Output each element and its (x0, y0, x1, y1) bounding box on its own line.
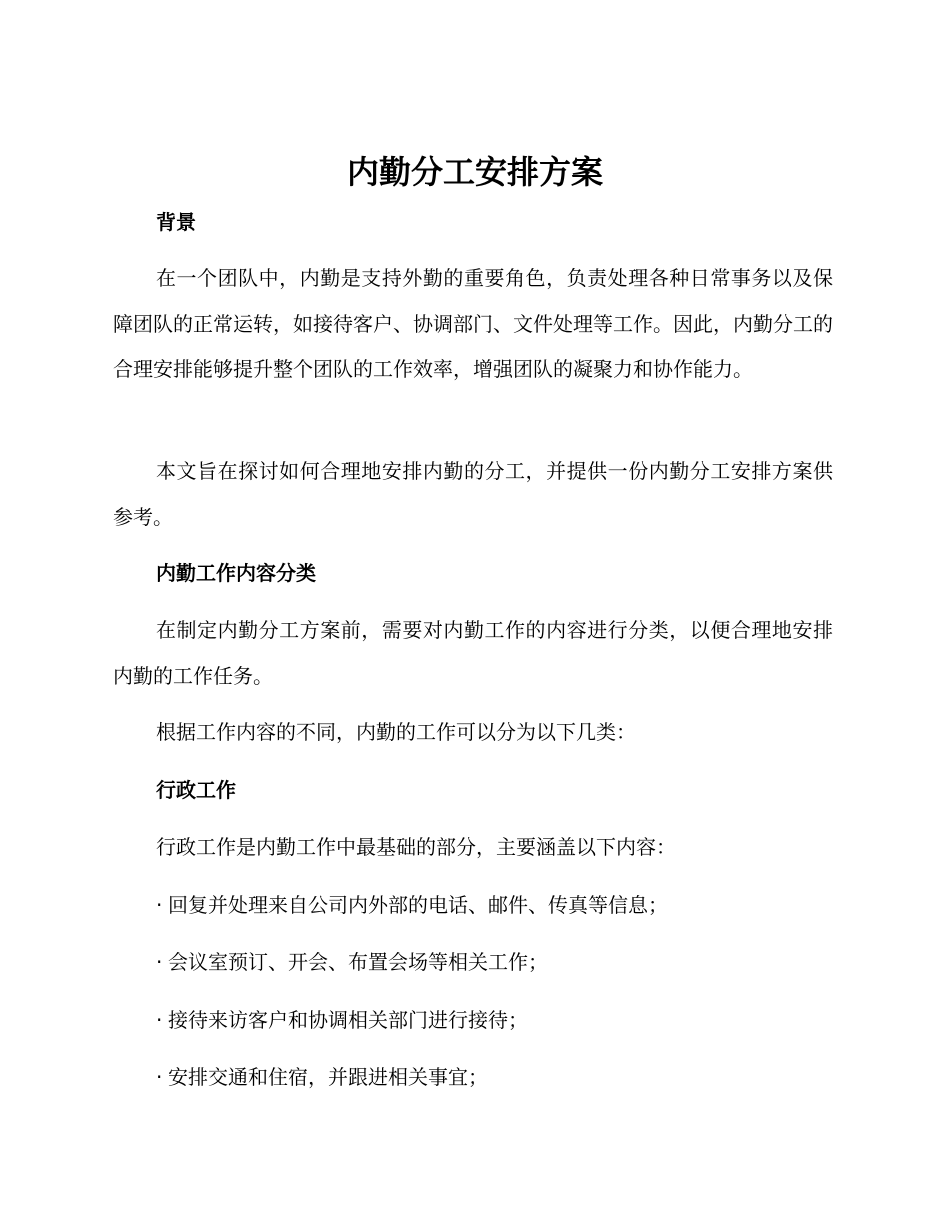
document-title: 内勤分工安排方案 (346, 153, 603, 191)
list-item-text: 会议室预订、开会、布置会场等相关工作； (168, 950, 548, 974)
bullet-icon: · (156, 1065, 163, 1089)
paragraph-classification-2: 根据工作内容的不同，内勤的工作可以分为以下几类： (156, 720, 636, 744)
list-item-text: 接待来访客户和协调相关部门进行接待； (168, 1008, 528, 1032)
list-item-text: 安排交通和住宿，并跟进相关事宜； (168, 1065, 488, 1089)
paragraph-admin-intro: 行政工作是内勤工作中最基础的部分，主要涵盖以下内容： (156, 835, 676, 859)
list-item (156, 890, 668, 920)
paragraph-background-1: 在一个团队中，内勤是支持外勤的重要角色，负责处理各种日常事务以及保障团队的正常运转，如接待客户、协调部门、文件处理等工作。因此，内勤分工的合理安排能够提升整个团队的工作效率，增强团队的凝聚力和协作能力。 (113, 266, 833, 381)
list-item-text: 回复并处理来自公司内外部的电话、邮件、传真等信息； (168, 893, 668, 917)
bullet-icon: · (156, 950, 163, 974)
list-item (156, 1005, 528, 1035)
bullet-icon: · (156, 893, 163, 917)
list-item (156, 1062, 488, 1092)
section-heading-classification: 内勤工作内容分类 (156, 561, 316, 585)
paragraph-classification-1: 在制定内勤分工方案前，需要对内勤工作的内容进行分类，以便合理地安排内勤的工作任务。 (113, 618, 833, 688)
list-item (156, 947, 548, 977)
section-heading-background: 背景 (156, 210, 196, 234)
bullet-icon: · (156, 1008, 163, 1032)
section-heading-admin: 行政工作 (156, 778, 236, 802)
paragraph-background-2: 本文旨在探讨如何合理地安排内勤的分工，并提供一份内勤分工安排方案供参考。 (113, 459, 833, 529)
